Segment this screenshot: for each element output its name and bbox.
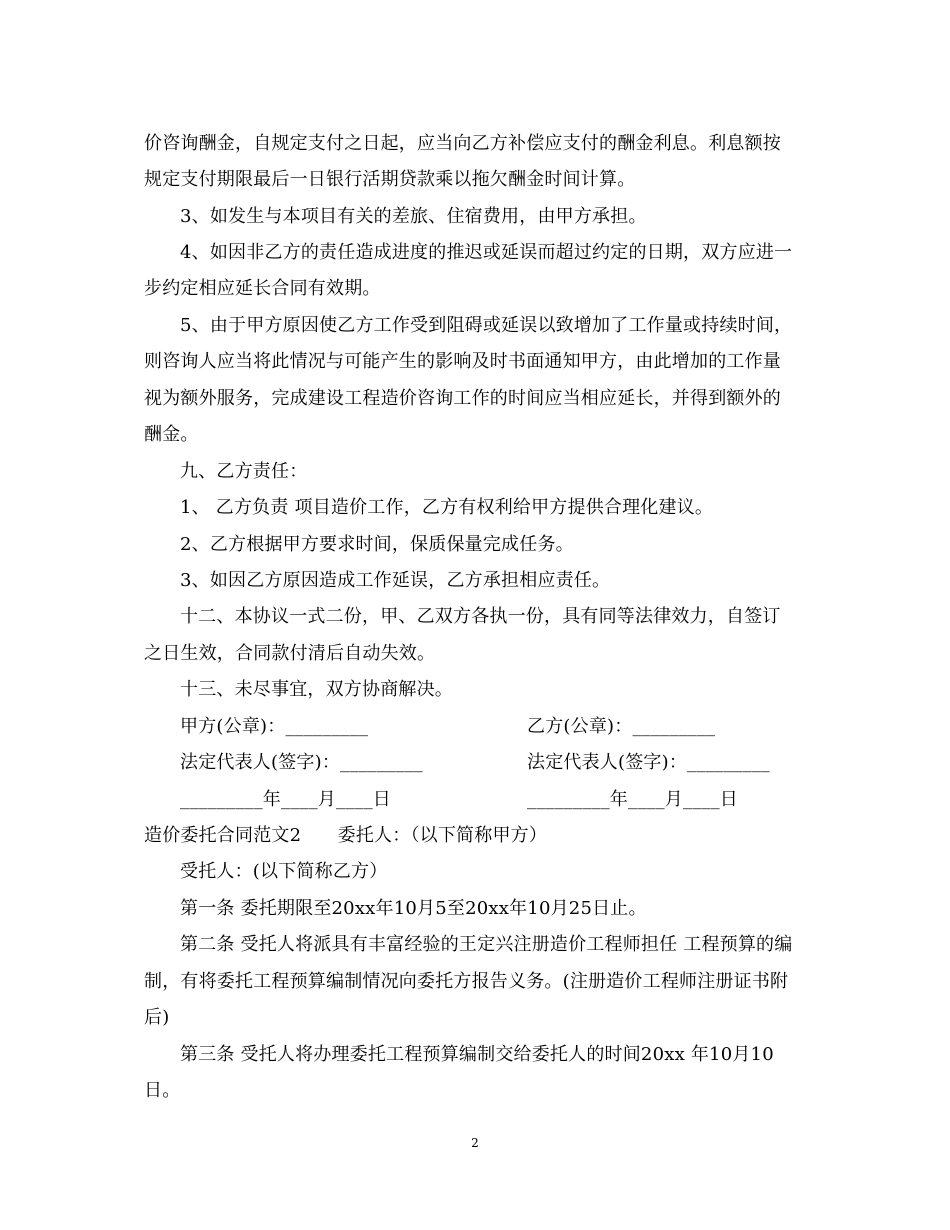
page-number: 2 — [471, 1136, 479, 1150]
section-heading: 九、乙方责任： — [180, 461, 308, 482]
text-line: 1、 乙方负责 项目造价工作，乙方有权利给甲方提供合理化建议。 — [180, 497, 714, 518]
party-a-representative: 法定代表人(签字)：_________ — [180, 752, 423, 773]
party-b-seal: 乙方(公章)：_________ — [527, 716, 716, 737]
trustee-line: 受托人：(以下简称乙方） — [180, 861, 388, 882]
text-line: 规定支付期限最后一日银行活期贷款乘以拖欠酬金时间计算。 — [144, 169, 636, 190]
article-line: 日。 — [144, 1080, 181, 1101]
text-line: 3、如因乙方原因造成工作延误，乙方承担相应责任。 — [180, 570, 611, 591]
article-line: 后) — [144, 1007, 170, 1028]
text-line: 4、如因非乙方的责任造成进度的推迟或延误而超过约定的日期，双方应进一 — [180, 242, 793, 263]
text-line: 5、由于甲方原因使乙方工作受到阻碍或延误以致增加了工作量或持续时间， — [180, 315, 793, 336]
text-line: 视为额外服务，完成建设工程造价咨询工作的时间应当相应延长，并得到额外的 — [144, 388, 781, 409]
party-b-date: _________年____月____日 — [527, 789, 738, 810]
party-a-date: _________年____月____日 — [180, 789, 391, 810]
text-line: 十三、未尽事宜，双方协商解决。 — [180, 679, 453, 700]
text-line: 则咨询人应当将此情况与可能产生的影响及时书面通知甲方，由此增加的工作量 — [144, 351, 781, 372]
article-line: 第二条 受托人将派具有丰富经验的王定兴注册造价工程师担任 工程预算的编 — [180, 934, 793, 955]
article-line: 第三条 受托人将办理委托工程预算编制交给委托人的时间20xx 年10月10 — [180, 1044, 774, 1065]
second-doc-title: 造价委托合同范文2 委托人：（以下简称甲方） — [144, 825, 548, 846]
article-line: 第一条 委托期限至20xx年10月5至20xx年10月25日止。 — [180, 898, 647, 919]
party-a-seal: 甲方(公章)：_________ — [180, 716, 369, 737]
text-line: 步约定相应延长合同有效期。 — [144, 278, 381, 299]
party-b-representative: 法定代表人(签字)：_________ — [527, 752, 770, 773]
text-line: 酬金。 — [144, 424, 199, 445]
text-line: 2、乙方根据甲方要求时间，保质保量完成任务。 — [180, 534, 574, 555]
text-line: 十二、本协议一式二份，甲、乙双方各执一份，具有同等法律效力，自签订 — [180, 606, 781, 627]
text-line: 之日生效，合同款付清后自动失效。 — [144, 643, 436, 664]
text-line: 3、如发生与本项目有关的差旅、住宿费用，由甲方承担。 — [180, 206, 647, 227]
text-line: 价咨询酬金，自规定支付之日起，应当向乙方补偿应支付的酬金利息。利息额按 — [144, 133, 781, 154]
article-line: 制，有将委托工程预算编制情况向委托方报告义务。(注册造价工程师注册证书附 — [144, 971, 789, 992]
